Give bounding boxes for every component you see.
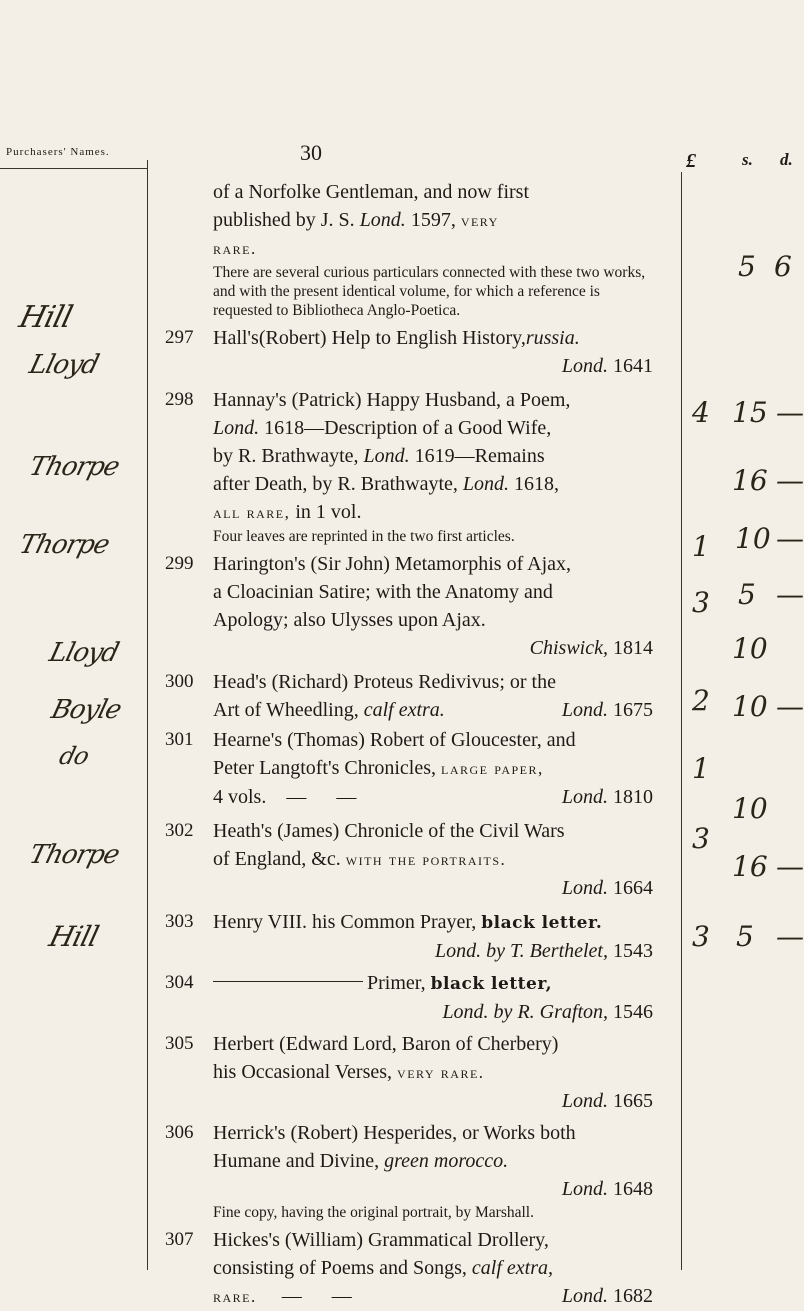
imprint: Lond. by T. Berthelet, 1543 — [435, 940, 653, 962]
purchaser-name-handwritten: Thorpe — [26, 452, 122, 482]
imprint: Lond. 1664 — [561, 877, 653, 899]
lot-number: 297 — [165, 327, 194, 348]
lot-number: 303 — [165, 911, 194, 932]
text-line: Hickes's (William) Grammatical Drollery, — [213, 1229, 549, 1251]
note: Four leaves are reprinted in the two first articles. — [213, 528, 515, 545]
shillings-header: s. — [742, 150, 753, 169]
text-line: his Occasional Verses, very rare. — [213, 1061, 485, 1083]
entry-306 — [165, 1119, 653, 1222]
purchasers-names-header: Purchasers' Names. — [6, 146, 110, 158]
text-line: Art of Wheedling, calf extra. Lond. 1675 — [213, 699, 653, 721]
lot-number: 302 — [165, 820, 194, 841]
imprint: Lond. 1665 — [561, 1090, 653, 1112]
note: Fine copy, having the original portrait, by Marshall. — [213, 1204, 534, 1221]
price-column-rule — [681, 172, 682, 1270]
pence-handwritten: — — [776, 690, 804, 723]
entry-298 — [165, 386, 653, 546]
shillings-handwritten: 5 — [738, 578, 756, 611]
entry-301 — [165, 726, 653, 811]
text-line: 4 vols. — — Lond. 1810 — [213, 786, 653, 808]
text-line: Peter Langtoft's Chronicles, large paper, — [213, 757, 544, 779]
pounds-handwritten: 2 — [692, 684, 710, 717]
text-line: Henry VIII. his Common Prayer, black letter. — [213, 911, 603, 933]
text-line: published by J. S. Lond. 1597, very — [213, 209, 499, 231]
imprint: Chiswick, 1814 — [529, 637, 653, 659]
lot-number: 304 — [165, 972, 194, 993]
pence-handwritten: 6 — [774, 250, 792, 283]
page-number: 30 — [300, 140, 322, 165]
lot-number: 299 — [165, 553, 194, 574]
header-rule — [0, 168, 148, 169]
pence-handwritten: — — [776, 396, 804, 429]
pence-handwritten: — — [776, 522, 804, 555]
entry-300 — [165, 668, 653, 724]
text-line: Heath's (James) Chronicle of the Civil Wars — [213, 820, 565, 842]
text-line: Hannay's (Patrick) Happy Husband, a Poem, — [213, 389, 571, 411]
text-line: Primer, black letter, — [213, 969, 653, 998]
text-line: Apology; also Ulysses upon Ajax. — [213, 609, 486, 631]
lot-number: 298 — [165, 389, 194, 410]
shillings-handwritten: 10 — [735, 522, 771, 555]
shillings-handwritten: 10 — [732, 792, 768, 825]
purchaser-name-handwritten: Boyle — [48, 695, 124, 725]
catalogue-text — [165, 178, 653, 1311]
text-line: Hearne's (Thomas) Robert of Gloucester, and — [213, 729, 576, 751]
entry-302 — [165, 817, 653, 902]
entry-303 — [165, 908, 653, 965]
shillings-handwritten: 5 — [736, 920, 754, 953]
text-line: consisting of Poems and Songs, calf extra, — [213, 1257, 553, 1279]
text-line: Herbert (Edward Lord, Baron of Cherbery) — [213, 1033, 559, 1055]
imprint: Lond. by R. Grafton, 1546 — [442, 1001, 653, 1023]
pence-handwritten: — — [776, 578, 804, 611]
lot-number: 305 — [165, 1033, 194, 1054]
pence-handwritten: — — [776, 920, 804, 953]
entry-296-continued — [213, 178, 653, 320]
pence-handwritten: — — [776, 464, 804, 497]
text-line: of England, &c. with the portraits. — [213, 848, 507, 870]
text-line: Harington's (Sir John) Metamorphis of Ajax, — [213, 553, 572, 575]
text-line: rare. — — Lond. 1682 — [213, 1285, 653, 1307]
entry-305 — [165, 1030, 653, 1115]
pounds-handwritten: 3 — [692, 920, 710, 953]
text-line: a Cloacinian Satire; with the Anatomy and — [213, 581, 553, 603]
shillings-handwritten: 16 — [732, 464, 768, 497]
shillings-handwritten: 10 — [732, 632, 768, 665]
text-line: after Death, by R. Brathwayte, Lond. 1618, — [213, 473, 560, 495]
lot-number: 301 — [165, 729, 194, 750]
shillings-handwritten: 16 — [732, 850, 768, 883]
purchaser-name-handwritten: Thorpe — [26, 840, 122, 870]
pounds-handwritten: 1 — [692, 752, 710, 785]
text-line: by R. Brathwayte, Lond. 1619—Remains — [213, 445, 545, 467]
lot-number: 306 — [165, 1122, 194, 1143]
imprint: Lond. 1648 — [561, 1178, 653, 1200]
shillings-handwritten: 15 — [732, 396, 768, 429]
imprint: Lond. 1641 — [561, 355, 653, 377]
purchaser-name-handwritten: do — [56, 742, 92, 770]
purchaser-name-handwritten: Lloyd — [46, 638, 122, 668]
names-column-rule — [147, 160, 148, 1270]
entry-307 — [165, 1226, 653, 1311]
purchaser-name-handwritten: Hill — [15, 300, 76, 335]
shillings-handwritten: 5 — [738, 250, 756, 283]
text-line: Lond. 1618—Description of a Good Wife, — [213, 417, 552, 439]
pounds-handwritten: 1 — [692, 530, 710, 563]
text-line: all rare, in 1 vol. — [213, 501, 362, 523]
entry-304 — [165, 969, 653, 1026]
text-line: Humane and Divine, green morocco. — [213, 1150, 509, 1172]
text-line: of a Norfolke Gentleman, and now first — [213, 181, 530, 203]
entry-299 — [165, 550, 653, 662]
purchaser-name-handwritten: Thorpe — [16, 530, 112, 560]
pence-handwritten: — — [776, 850, 804, 883]
text-line: rare. — [213, 239, 257, 258]
entry-297 — [165, 324, 653, 380]
pence-header: d. — [780, 150, 793, 169]
lot-number: 307 — [165, 1229, 194, 1250]
text-line: Head's (Richard) Proteus Redivivus; or the — [213, 671, 556, 693]
pounds-handwritten: 4 — [692, 396, 710, 429]
pounds-handwritten: 3 — [692, 586, 710, 619]
text-line: Herrick's (Robert) Hesperides, or Works both — [213, 1122, 576, 1144]
text-line: Hall's(Robert) Help to English History,russia. — [213, 327, 580, 349]
purchaser-name-handwritten: Lloyd — [26, 350, 102, 380]
shillings-handwritten: 10 — [732, 690, 768, 723]
pounds-header: £ — [686, 150, 696, 172]
pounds-handwritten: 3 — [692, 822, 710, 855]
lot-number: 300 — [165, 671, 194, 692]
purchaser-name-handwritten: Hill — [45, 920, 102, 953]
note: There are several curious particulars connected with these two works, and with the present identical volume, for which a reference is requested to Bibliotheca Anglo-Poetica. — [213, 264, 646, 319]
